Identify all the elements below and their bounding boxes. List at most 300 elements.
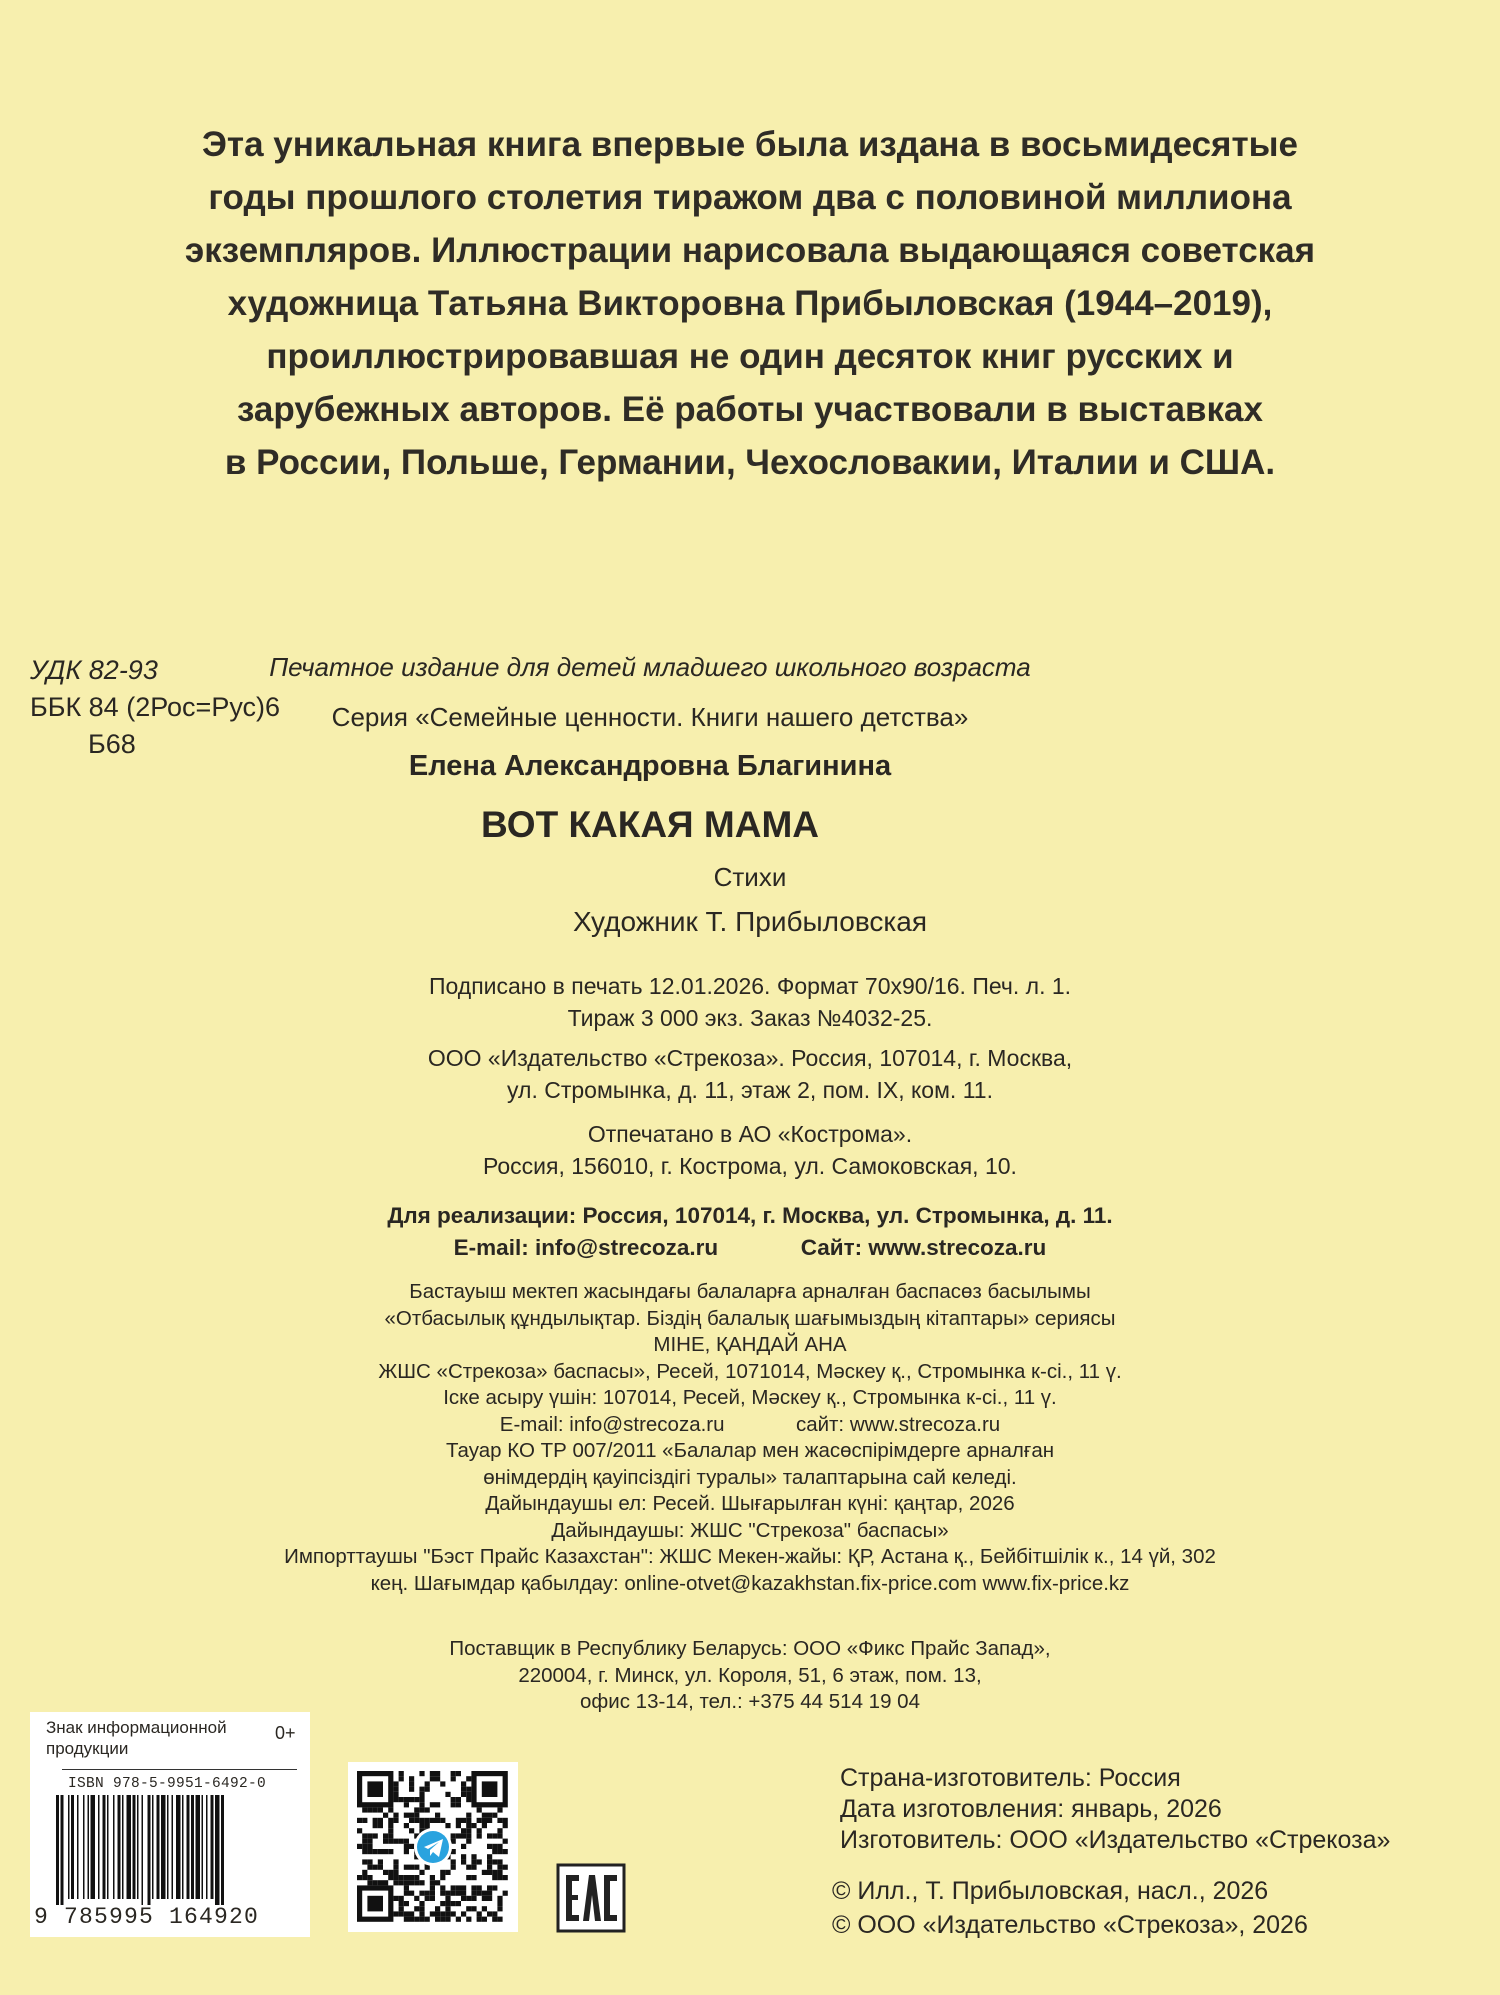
- qr-module: [404, 1875, 409, 1880]
- qr-module: [435, 1771, 440, 1776]
- barcode-bar: [167, 1795, 169, 1899]
- qr-module: [451, 1885, 456, 1890]
- blurb-line: зарубежных авторов. Её работы участвовали в выставках: [237, 390, 1263, 429]
- qr-module: [482, 1870, 487, 1875]
- barcode-icon: [36, 1795, 306, 1905]
- barcode-bar: [77, 1795, 79, 1899]
- qr-module: [367, 1865, 372, 1870]
- qr-module: [388, 1875, 393, 1880]
- qr-module: [503, 1839, 508, 1844]
- qr-module: [492, 1833, 497, 1838]
- qr-module: [404, 1849, 409, 1854]
- isbn-number: ISBN 978-5-9951-6492-0: [68, 1776, 267, 1792]
- qr-module: [425, 1917, 430, 1922]
- qr-module: [367, 1839, 372, 1844]
- qr-module: [445, 1792, 450, 1797]
- qr-module: [378, 1880, 383, 1885]
- qr-module: [419, 1901, 424, 1906]
- illustrator: Художник Т. Прибыловская: [572, 906, 928, 937]
- barcode-bar: [215, 1795, 220, 1905]
- qr-module: [461, 1911, 466, 1916]
- eac-mark-icon: [556, 1863, 626, 1933]
- qr-module: [445, 1901, 450, 1906]
- qr-module: [425, 1823, 430, 1828]
- qr-module: [393, 1792, 398, 1797]
- telegram-icon: [417, 1831, 449, 1863]
- qr-module: [466, 1818, 471, 1823]
- manufacturer-info: [840, 1763, 1390, 1856]
- qr-module: [440, 1917, 445, 1922]
- qr-module: [482, 1896, 487, 1901]
- qr-module: [404, 1813, 409, 1818]
- series-title: Серия «Семейные ценности. Книги нашего детства»: [331, 702, 969, 732]
- qr-module: [409, 1875, 414, 1880]
- qr-module: [456, 1802, 461, 1807]
- qr-module: [414, 1865, 419, 1870]
- barcode-bar: [61, 1795, 64, 1905]
- barcode-bar: [103, 1795, 106, 1899]
- qr-module: [456, 1818, 461, 1823]
- barcode-bar: [113, 1795, 115, 1899]
- qr-module: [471, 1875, 476, 1880]
- sales-line: Для реализации: Россия, 107014, г. Москва, ул. Стромынка, д. 11.: [387, 1203, 1113, 1228]
- qr-module: [471, 1823, 476, 1828]
- print-details: [335, 970, 1165, 1034]
- qr-module: [440, 1891, 445, 1896]
- barcode-bar: [161, 1795, 166, 1899]
- qr-module: [357, 1828, 362, 1833]
- qr-module: [497, 1896, 502, 1901]
- qr-module: [466, 1828, 471, 1833]
- qr-module: [404, 1797, 409, 1802]
- qr-module: [456, 1797, 461, 1802]
- qr-module: [419, 1771, 424, 1776]
- qr-module: [440, 1781, 445, 1786]
- kazakh-website[interactable]: сайт: www.strecoza.ru: [795, 1412, 1001, 1436]
- qr-module: [425, 1896, 430, 1901]
- barcode-digits: 9 785995 164920: [34, 1904, 260, 1930]
- qr-module: [393, 1865, 398, 1870]
- qr-module: [466, 1823, 471, 1828]
- kazakh-line: Іске асыру үшін: 107014, Ресей, Мәскеу қ., Стромынка к-сі., 11 ү.: [443, 1386, 1057, 1409]
- qr-module: [404, 1891, 409, 1896]
- qr-module: [487, 1818, 492, 1823]
- qr-module: [399, 1797, 404, 1802]
- qr-module: [482, 1818, 487, 1823]
- qr-module: [482, 1823, 487, 1828]
- barcode-bar: [182, 1795, 184, 1899]
- qr-module: [378, 1807, 383, 1812]
- qr-module: [492, 1870, 497, 1875]
- blurb-line: в России, Польше, Германии, Чехословакии, Италии и США.: [224, 443, 1276, 482]
- qr-module: [466, 1813, 471, 1818]
- qr-module: [497, 1844, 502, 1849]
- blurb-line: годы прошлого столетия тиражом два с половиной миллиона: [208, 178, 1292, 217]
- qr-module: [409, 1787, 414, 1792]
- manufacture-date: Дата изготовления: январь, 2026: [840, 1795, 1222, 1823]
- qr-module: [456, 1917, 461, 1922]
- qr-module: [430, 1896, 435, 1901]
- barcode-bar: [202, 1795, 204, 1899]
- qr-module: [409, 1818, 414, 1823]
- qr-module: [367, 1833, 372, 1838]
- qr-module: [399, 1896, 404, 1901]
- qr-module: [497, 1901, 502, 1906]
- qr-module: [414, 1875, 419, 1880]
- kazakh-line: кең. Шағымдар қабылдау: online-otvet@kazakhstan.fix-price.com www.fix-price.kz: [370, 1571, 1130, 1595]
- qr-module: [492, 1813, 497, 1818]
- qr-module: [409, 1917, 414, 1922]
- qr-module: [466, 1865, 471, 1870]
- qr-module: [430, 1911, 435, 1916]
- qr-module: [414, 1813, 419, 1818]
- qr-module: [414, 1807, 419, 1812]
- qr-module: [451, 1859, 456, 1864]
- qr-module: [497, 1859, 502, 1864]
- qr-module: [388, 1823, 393, 1828]
- qr-module: [404, 1880, 409, 1885]
- qr-module: [404, 1865, 409, 1870]
- qr-module: [487, 1870, 492, 1875]
- qr-module: [367, 1875, 372, 1880]
- qr-module: [409, 1880, 414, 1885]
- qr-module: [487, 1865, 492, 1870]
- qr-module: [388, 1849, 393, 1854]
- qr-module: [461, 1792, 466, 1797]
- copyright-line: © Илл., Т. Прибыловская, насл., 2026: [832, 1877, 1269, 1905]
- qr-module: [399, 1771, 404, 1776]
- qr-module: [497, 1917, 502, 1922]
- kazakh-email[interactable]: E-mail: info@strecoza.ru: [499, 1412, 725, 1436]
- qr-module: [471, 1906, 476, 1911]
- qr-module: [399, 1901, 404, 1906]
- qr-module: [399, 1880, 404, 1885]
- qr-module: [409, 1911, 414, 1916]
- qr-module: [461, 1896, 466, 1901]
- qr-module: [497, 1906, 502, 1911]
- qr-module: [430, 1891, 435, 1896]
- blurb-line: Эта уникальная книга впервые была издана в восьмидесятые: [202, 125, 1298, 164]
- qr-module: [404, 1823, 409, 1828]
- qr-module: [393, 1781, 398, 1786]
- qr-module: [471, 1854, 476, 1859]
- publisher-address: [335, 1042, 1165, 1106]
- qr-module: [388, 1870, 393, 1875]
- qr-module: [477, 1828, 482, 1833]
- qr-module: [477, 1917, 482, 1922]
- qr-module: [435, 1813, 440, 1818]
- qr-module: [414, 1818, 419, 1823]
- email-link[interactable]: E-mail: info@strecoza.ru: [453, 1235, 719, 1260]
- qr-module: [362, 1875, 367, 1880]
- barcode-bar: [148, 1795, 151, 1905]
- qr-module: [503, 1875, 508, 1880]
- blurb-line: художница Татьяна Викторовна Прибыловская (1944–2019),: [227, 284, 1273, 323]
- qr-module: [461, 1859, 466, 1864]
- qr-module: [456, 1901, 461, 1906]
- belarus-line: офис 13-14, тел.: +375 44 514 19 04: [580, 1690, 920, 1713]
- barcode-bar: [107, 1795, 109, 1899]
- barcode-bar: [152, 1795, 154, 1899]
- qr-code-icon[interactable]: [348, 1762, 518, 1932]
- qr-module: [497, 1865, 502, 1870]
- qr-module: [497, 1870, 502, 1875]
- qr-module: [471, 1885, 476, 1890]
- barcode-bar: [122, 1795, 124, 1899]
- qr-module: [362, 1844, 367, 1849]
- qr-module: [456, 1885, 461, 1890]
- qr-module: [445, 1906, 450, 1911]
- kazakh-info: [280, 1279, 1220, 1597]
- barcode-bar: [176, 1795, 181, 1899]
- qr-module: [367, 1844, 372, 1849]
- manufacturer-name: Изготовитель: ООО «Издательство «Стрекоза»: [840, 1826, 1391, 1854]
- qr-module: [425, 1818, 430, 1823]
- edition-type: Печатное издание для детей младшего школьного возраста: [269, 652, 1031, 682]
- qr-module: [399, 1776, 404, 1781]
- qr-module: [409, 1828, 414, 1833]
- qr-module: [461, 1787, 466, 1792]
- qr-module: [388, 1807, 393, 1812]
- website-link[interactable]: Сайт: www.strecoza.ru: [800, 1235, 1047, 1260]
- info-product-sign: Знак информационной продукции: [46, 1718, 227, 1758]
- kazakh-line: Дайындаушы: ЖШС "Стрекоза" баспасы»: [551, 1518, 949, 1542]
- print-line: Тираж 3 000 экз. Заказ №4032-25.: [567, 1005, 933, 1031]
- qr-module: [409, 1776, 414, 1781]
- qr-module: [451, 1771, 456, 1776]
- qr-module: [435, 1917, 440, 1922]
- qr-module: [445, 1891, 450, 1896]
- barcode-bar: [68, 1795, 70, 1899]
- qr-module: [487, 1854, 492, 1859]
- qr-module: [461, 1844, 466, 1849]
- qr-module: [497, 1833, 502, 1838]
- qr-module: [435, 1818, 440, 1823]
- qr-module: [419, 1823, 424, 1828]
- qr-module: [435, 1880, 440, 1885]
- qr-module: [373, 1823, 378, 1828]
- qr-module: [492, 1849, 497, 1854]
- qr-finder-pattern: [367, 1781, 383, 1797]
- qr-module: [414, 1896, 419, 1901]
- qr-module: [487, 1896, 492, 1901]
- qr-module: [466, 1896, 471, 1901]
- qr-module: [430, 1776, 435, 1781]
- qr-module: [393, 1818, 398, 1823]
- qr-module: [451, 1833, 456, 1838]
- qr-module: [378, 1859, 383, 1864]
- qr-module: [425, 1787, 430, 1792]
- qr-module: [430, 1802, 435, 1807]
- barcode-bar: [91, 1795, 96, 1899]
- barcode-bar: [88, 1795, 90, 1899]
- kazakh-contacts: [280, 1412, 1220, 1439]
- contacts-line: [300, 1232, 1200, 1264]
- qr-module: [497, 1849, 502, 1854]
- manufacturer-country: Страна-изготовитель: Россия: [840, 1764, 1181, 1792]
- qr-module: [477, 1807, 482, 1812]
- qr-module: [461, 1781, 466, 1786]
- qr-module: [393, 1839, 398, 1844]
- qr-module: [487, 1891, 492, 1896]
- qr-module: [378, 1818, 383, 1823]
- kazakh-line: Дайындаушы ел: Ресей. Шығарылған күні: қаңтар, 2026: [485, 1492, 1015, 1515]
- qr-module: [477, 1911, 482, 1916]
- barcode-bar: [127, 1795, 132, 1899]
- qr-module: [425, 1807, 430, 1812]
- qr-module: [404, 1917, 409, 1922]
- qr-module: [430, 1885, 435, 1890]
- printer-line: Россия, 156010, г. Кострома, ул. Самоковская, 10.: [483, 1153, 1017, 1179]
- blurb-line: экземпляров. Иллюстрации нарисовала выдающаяся советская: [184, 231, 1316, 270]
- qr-module: [471, 1859, 476, 1864]
- barcode-bar: [137, 1795, 139, 1899]
- qr-module: [487, 1885, 492, 1890]
- qr-module: [357, 1844, 362, 1849]
- qr-module: [388, 1839, 393, 1844]
- qr-module: [399, 1875, 404, 1880]
- qr-module: [466, 1875, 471, 1880]
- copyright-line: © ООО «Издательство «Стрекоза», 2026: [832, 1911, 1308, 1939]
- qr-module: [445, 1911, 450, 1916]
- qr-module: [393, 1875, 398, 1880]
- qr-module: [466, 1792, 471, 1797]
- qr-module: [373, 1849, 378, 1854]
- author-name: Елена Александровна Благинина: [408, 750, 892, 782]
- qr-module: [430, 1771, 435, 1776]
- qr-module: [378, 1865, 383, 1870]
- qr-module: [461, 1891, 466, 1896]
- qr-module: [419, 1911, 424, 1916]
- qr-module: [461, 1885, 466, 1890]
- qr-module: [451, 1776, 456, 1781]
- qr-module: [404, 1901, 409, 1906]
- barcode-bar: [211, 1795, 214, 1899]
- qr-module: [419, 1787, 424, 1792]
- belarus-line: 220004, г. Минск, ул. Короля, 51, 6 этаж, пом. 13,: [518, 1663, 982, 1687]
- qr-module: [440, 1870, 445, 1875]
- kazakh-line: ЖШС «Стрекоза» баспасы», Ресей, 1071014, Мәскеу қ., Стромынка к-сі., 11 ү.: [378, 1359, 1122, 1383]
- qr-module: [466, 1776, 471, 1781]
- print-line: Подписано в печать 12.01.2026. Формат 70х90/16. Печ. л. 1.: [428, 973, 1072, 999]
- qr-module: [461, 1833, 466, 1838]
- qr-module: [430, 1880, 435, 1885]
- barcode-bar: [221, 1795, 224, 1905]
- qr-module: [383, 1870, 388, 1875]
- kazakh-line: өнімдердің қауіпсіздігі туралы» талаптарына сай келеді.: [483, 1465, 1017, 1489]
- barcode-bar: [142, 1795, 144, 1905]
- qr-module: [399, 1906, 404, 1911]
- copyright-notice: [832, 1874, 1308, 1942]
- qr-module: [440, 1818, 445, 1823]
- qr-module: [409, 1844, 414, 1849]
- qr-module: [477, 1885, 482, 1890]
- printer-line: Отпечатано в АО «Кострома».: [587, 1121, 913, 1147]
- qr-module: [466, 1906, 471, 1911]
- qr-module: [404, 1885, 409, 1890]
- qr-module: [419, 1802, 424, 1807]
- qr-module: [388, 1818, 393, 1823]
- qr-module: [419, 1792, 424, 1797]
- kazakh-line: Тауар КО ТР 007/2011 «Балалар мен жасөспірімдерге арналған: [445, 1439, 1055, 1462]
- blurb-paragraph: [80, 118, 1420, 489]
- barcode-bar: [187, 1795, 190, 1899]
- qr-module: [362, 1849, 367, 1854]
- qr-module: [414, 1906, 419, 1911]
- barcode-bar: [172, 1795, 174, 1899]
- qr-module: [461, 1828, 466, 1833]
- qr-module: [477, 1833, 482, 1838]
- qr-module: [409, 1813, 414, 1818]
- qr-module: [435, 1911, 440, 1916]
- qr-module: [492, 1911, 497, 1916]
- qr-module: [373, 1865, 378, 1870]
- qr-module: [367, 1807, 372, 1812]
- qr-module: [497, 1828, 502, 1833]
- qr-module: [393, 1797, 398, 1802]
- qr-module: [362, 1807, 367, 1812]
- qr-module: [388, 1833, 393, 1838]
- qr-module: [497, 1807, 502, 1812]
- qr-module: [419, 1807, 424, 1812]
- qr-module: [487, 1859, 492, 1864]
- qr-module: [419, 1906, 424, 1911]
- qr-finder-pattern: [482, 1781, 498, 1797]
- qr-module: [367, 1880, 372, 1885]
- qr-module: [425, 1781, 430, 1786]
- qr-module: [425, 1891, 430, 1896]
- qr-module: [440, 1885, 445, 1890]
- qr-module: [487, 1813, 492, 1818]
- qr-module: [503, 1865, 508, 1870]
- qr-module: [373, 1807, 378, 1812]
- qr-module: [487, 1844, 492, 1849]
- qr-module: [435, 1906, 440, 1911]
- barcode-bar: [157, 1795, 160, 1899]
- qr-module: [503, 1849, 508, 1854]
- qr-module: [383, 1839, 388, 1844]
- belarus-supplier: [300, 1636, 1200, 1716]
- divider: [62, 1769, 297, 1770]
- qr-module: [373, 1880, 378, 1885]
- qr-module: [393, 1870, 398, 1875]
- qr-module: [419, 1818, 424, 1823]
- qr-module: [357, 1818, 362, 1823]
- qr-module: [393, 1787, 398, 1792]
- barcode-bar: [191, 1795, 194, 1899]
- qr-module: [383, 1833, 388, 1838]
- qr-module: [378, 1823, 383, 1828]
- udk-code: УДК 82-93: [30, 655, 158, 685]
- qr-module: [477, 1891, 482, 1896]
- qr-module: [497, 1818, 502, 1823]
- qr-module: [393, 1813, 398, 1818]
- qr-module: [445, 1823, 450, 1828]
- qr-module: [383, 1813, 388, 1818]
- qr-module: [503, 1823, 508, 1828]
- qr-module: [451, 1802, 456, 1807]
- qr-module: [492, 1859, 497, 1864]
- barcode-bar: [83, 1795, 85, 1899]
- qr-module: [414, 1797, 419, 1802]
- qr-module: [466, 1797, 471, 1802]
- qr-module: [393, 1896, 398, 1901]
- qr-module: [482, 1891, 487, 1896]
- age-rating: 0+: [275, 1723, 296, 1743]
- qr-module: [503, 1818, 508, 1823]
- kazakh-title: МІНЕ, ҚАНДАЙ АНА: [653, 1333, 847, 1356]
- qr-module: [399, 1911, 404, 1916]
